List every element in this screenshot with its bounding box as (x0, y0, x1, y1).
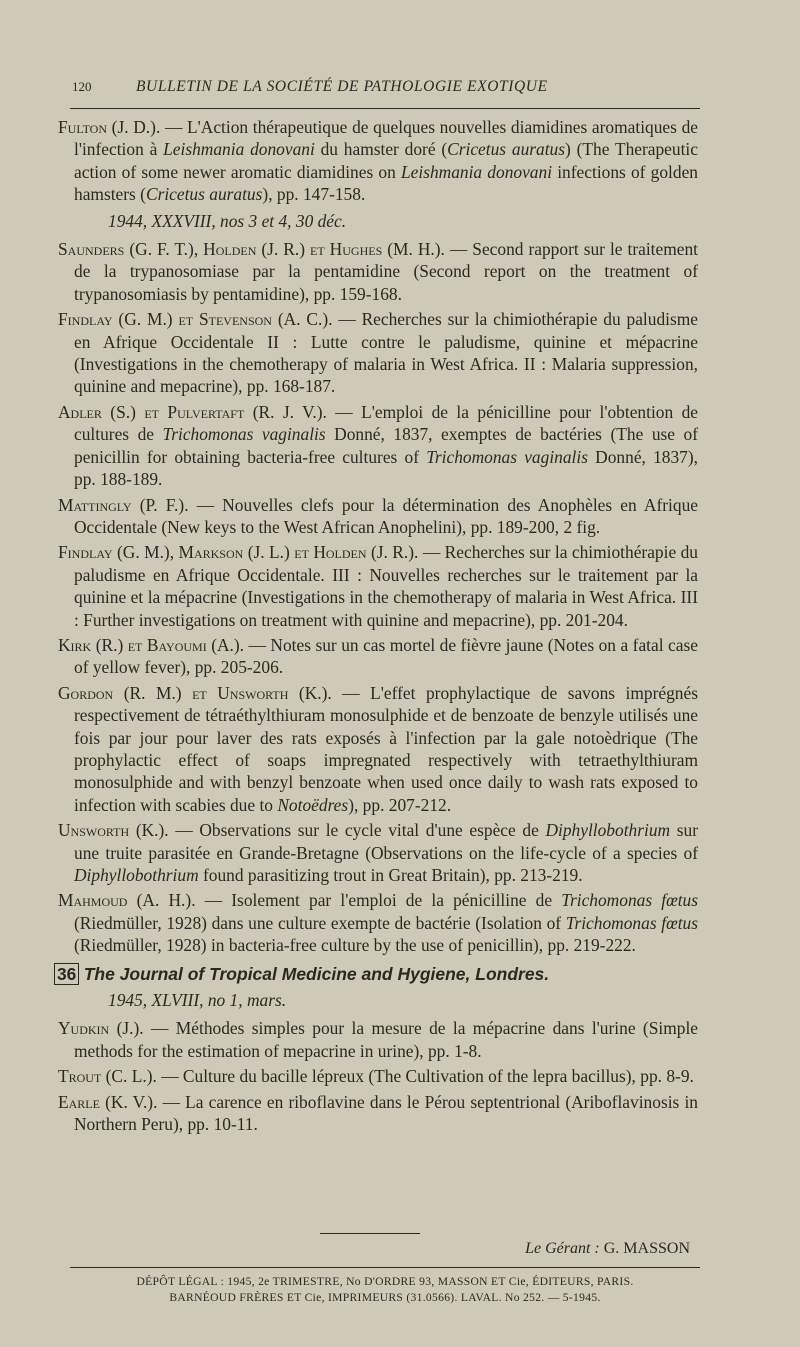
bibliography-entry (58, 401, 698, 491)
bibliography-entry (58, 1091, 698, 1136)
entry-taxon-italic: Trichomonas vaginalis (162, 424, 326, 445)
entry-text: — La carence en riboflavine dans le Pérou septentrional (Ariboflavinosis in Northern Peru), pp. 10-11. (74, 1091, 698, 1135)
entry-taxon-italic: Trichomonas vaginalis (426, 446, 588, 467)
article-list (58, 116, 698, 1138)
entry-text: ), pp. 147-158. (262, 184, 366, 205)
entry-authors: Mahmoud (A. H.). (58, 890, 196, 911)
bibliography-entry (58, 494, 698, 539)
bibliography-entry (58, 889, 698, 956)
entry-authors: Mattingly (P. F.). (58, 494, 189, 515)
imprint (70, 1274, 700, 1306)
entry-text: — L'effet prophylactique de savons imprégnés respectivement de tétraéthylthiuram monosulphide et de benzoate de benzyle utilisés une fois par jour pour laver des rats exposés à l'infection par la gale notoèdrique (The prophylactic effect of soaps impregnated respectively with tetraethylthiuram monosulphide and with benzyl benzoate when used once daily to wash rats exposed to infection with scabies due to (74, 682, 698, 815)
running-title: BULLETIN DE LA SOCIÉTÉ DE PATHOLOGIE EXOTIQUE (135, 78, 548, 95)
entry-authors: Kirk (R.) et Bayoumi (A.). (58, 634, 245, 655)
entry-text: ), pp. 207-212. (348, 794, 452, 815)
entry-authors: Adler (S.) et Pulvertaft (R. J. V.). (58, 401, 327, 422)
imprint-line-1: DÉPÔT LÉGAL : 1945, 2e TRIMESTRE, No D'ORDRE 93, MASSON ET Cie, ÉDITEURS, PARIS. (136, 1275, 634, 1288)
bibliography-entry (58, 308, 698, 398)
header-rule (70, 108, 700, 109)
bibliography-entry (58, 1017, 698, 1062)
entry-taxon-italic: Diphyllobothrium (545, 820, 671, 841)
bibliography-entry (58, 819, 698, 886)
gerant-label: Le Gérant : (525, 1240, 600, 1257)
entry-taxon-italic: Leishmania donovani (400, 161, 553, 182)
bibliography-entry (58, 634, 698, 679)
entry-taxon-italic: Trichomonas fœtus (561, 890, 698, 911)
entry-taxon-italic: Diphyllobothrium (74, 865, 199, 885)
journal-number: 36 (54, 963, 79, 985)
entry-text: — Nouvelles clefs pour la détermination des Anophèles en Afrique Occidentale (New keys to the West African Anophelini), pp. 189-200, 2 fig. (74, 494, 698, 537)
entry-text: — Isolement par l'emploi de la pénicilline de (195, 890, 562, 911)
running-header (72, 78, 700, 96)
entry-text: Donné, 1837), pp. 188-189. (74, 446, 699, 490)
entry-text: — Méthodes simples pour la mesure de la mépacrine dans l'urine (Simple methods for the estimation of mepacrine in urine), pp. 1-8. (74, 1018, 698, 1061)
entries-section-3 (58, 1017, 698, 1135)
entry-taxon-italic: Trichomonas fœtus (565, 912, 698, 933)
gerant-name: G. MASSON (603, 1240, 690, 1257)
entry-text: — Recherches sur la chimiothérapie du paludisme en Afrique Occidentale II : Lutte contre le paludisme, quinine et mépacrine (Investigations in the chemotherapy of malaria in West Africa. II : Malaria suppression, quinine and mepacrine), pp. 168-187. (74, 309, 698, 397)
entry-taxon-italic: Leishmania donovani (163, 139, 315, 160)
entry-authors: Findlay (G. M.) et Stevenson (A. C.). (58, 309, 333, 330)
entry-text: — Observations sur le cycle vital d'une espèce de (168, 820, 546, 841)
journal-title: The Journal of Tropical Medicine and Hygiene, Londres. (83, 963, 550, 984)
entry-authors: Fulton (J. D.). (58, 117, 161, 137)
entry-authors: Earle (K. V.). (58, 1091, 158, 1112)
entry-authors: Trout (C. L.). (58, 1066, 157, 1087)
entry-text: Donné, 1837, exemptes de bactéries (The use of penicillin for obtaining bacteria-free cultures of (74, 424, 699, 467)
bibliography-entry (58, 541, 698, 631)
entry-text: sur une truite parasitée en Grande-Bretagne (Observations on the life-cycle of a species of (74, 820, 699, 863)
entry-authors: Saunders (G. F. T.), Holden (J. R.) et Hughes (M. H.). (58, 239, 445, 260)
entry-taxon-italic: Cricetus auratus (447, 139, 566, 160)
short-rule (320, 1233, 420, 1234)
entry-text: — Notes sur un cas mortel de fièvre jaune (Notes on a fatal case of yellow fever), pp. 205-206. (74, 634, 698, 678)
entries-section-1 (58, 116, 698, 206)
bibliography-entry (58, 116, 698, 206)
entry-text: — Culture du bacille lépreux (The Cultivation of the lepra bacillus), pp. 8-9. (156, 1066, 694, 1087)
gerant-line (470, 1240, 690, 1258)
bibliography-entry (58, 238, 698, 305)
page-number: 120 (72, 79, 92, 94)
entry-text: ) (The Therapeutic action of some newer aromatic diamidines on (74, 139, 698, 182)
journal-heading (54, 963, 698, 985)
entry-text: found parasitizing trout in Great Britain), pp. 213-219. (198, 865, 583, 885)
entry-text: — L'emploi de la pénicilline pour l'obtention de cultures de (74, 401, 698, 445)
entry-text: infections of golden hamsters ( (74, 161, 698, 205)
entry-text: — Recherches sur la chimiothérapie du paludisme en Afrique Occidentale. III : Nouvelles recherches sur le traitement par la quinine et la mépacrine (Investigations in the chemotherapy of malaria in West Africa. III : Further investigations on treatment with quinine and mepacrine), pp. 201-204. (74, 542, 698, 630)
entry-text: du hamster doré ( (314, 139, 448, 160)
entry-taxon-italic: Notoëdres (277, 794, 349, 815)
imprint-line-2: BARNÉOUD FRÈRES ET Cie, IMPRIMEURS (31.0566). LAVAL. No 252. — 5-1945. (169, 1291, 601, 1304)
issue-line-2: 1945, XLVIII, no 1, mars. (108, 990, 287, 1011)
bibliography-entry (58, 682, 698, 816)
entries-section-2 (58, 238, 698, 957)
issue-line-1: 1944, XXXVIII, nos 3 et 4, 30 déc. (108, 210, 347, 231)
entry-text: (Riedmüller, 1928) in bacteria-free culture by the use of penicillin), pp. 219-222. (74, 935, 636, 956)
entry-text: — Second rapport sur le traitement de la trypanosomiase par la pentamidine (Second report on the treatment of trypanosomiasis by pentamidine), pp. 159-168. (74, 239, 698, 304)
entry-authors: Gordon (R. M.) et Unsworth (K.). (58, 682, 332, 703)
entry-authors: Yudkin (J.). (58, 1018, 144, 1039)
entry-taxon-italic: Cricetus auratus (145, 184, 263, 205)
entry-authors: Findlay (G. M.), Markson (J. L.) et Holden (J. R.). (58, 542, 419, 563)
entry-text: (Riedmüller, 1928) dans une culture exempte de bactérie (Isolation of (74, 912, 566, 933)
footer-rule (70, 1267, 700, 1268)
bibliography-entry (58, 1065, 698, 1087)
entry-authors: Unsworth (K.). (58, 820, 169, 841)
entry-text: — L'Action thérapeutique de quelques nouvelles diamidines aromatiques de l'infection à (74, 117, 698, 160)
